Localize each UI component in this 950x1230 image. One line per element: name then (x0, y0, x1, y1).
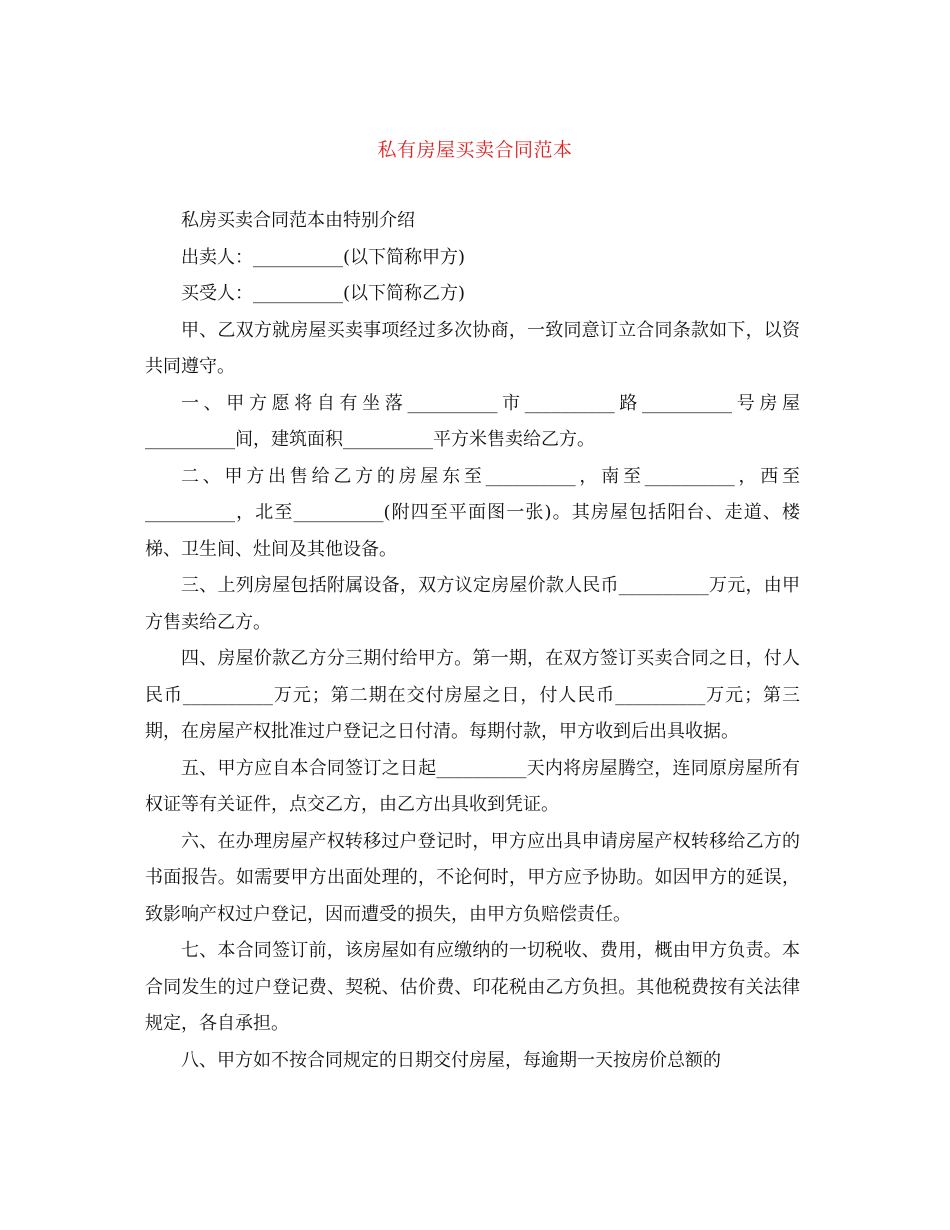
document-title: 私有房屋买卖合同范本 (377, 139, 573, 161)
clause-2: 二、甲方出售给乙方的房屋东至__________，南至__________，西至__________，北至__________(附四至平面图一张)。其房屋包括阳台、走道、楼梯、卫生间、灶间及其他设备。 (145, 465, 800, 560)
clause-7: 七、本合同签订前，该房屋如有应缴纳的一切税收、费用，概由甲方负责。本合同发生的过户登记费、契税、估价费、印花税由乙方负担。其他税费按有关法律规定，各自承担。 (145, 940, 800, 1034)
document-body (145, 203, 800, 1079)
clause-3: 三、上列房屋包括附属设备，双方议定房屋价款人民币__________万元，由甲方售卖给乙方。 (145, 575, 800, 633)
preamble-paragraph: 甲、乙双方就房屋买卖事项经过多次协商，一致同意订立合同条款如下，以资共同遵守。 (145, 319, 800, 377)
intro-paragraph: 私房买卖合同范本由特别介绍 (181, 210, 415, 231)
clause-4: 四、房屋价款乙方分三期付给甲方。第一期，在双方签订买卖合同之日，付人民币__________万元；第二期在交付房屋之日，付人民币__________万元；第三期，在房屋产权批准过户登记之日付清。每期付款，甲方收到后出具收据。 (145, 648, 800, 742)
seller-line: 出卖人：__________(以下简称甲方) (181, 246, 466, 268)
buyer-line: 买受人：__________(以下简称乙方) (181, 283, 466, 304)
clause-8: 八、甲方如不按合同规定的日期交付房屋，每逾期一天按房价总额的 (181, 1049, 721, 1071)
clause-1: 一、甲方愿将自有坐落__________市__________路__________号房屋__________间，建筑面积__________平方米售卖给乙方。 (145, 392, 800, 450)
clause-6: 六、在办理房屋产权转移过户登记时，甲方应出具申请房屋产权转移给乙方的书面报告。如需要甲方出面处理的，不论何时，甲方应予协助。如因甲方的延误，致影响产权过户登记，因而遭受的损失，由甲方负赔偿责任。 (145, 830, 800, 925)
clause-5: 五、甲方应自本合同签订之日起__________天内将房屋腾空，连同原房屋所有权证等有关证件，点交乙方，由乙方出具收到凭证。 (145, 757, 800, 815)
